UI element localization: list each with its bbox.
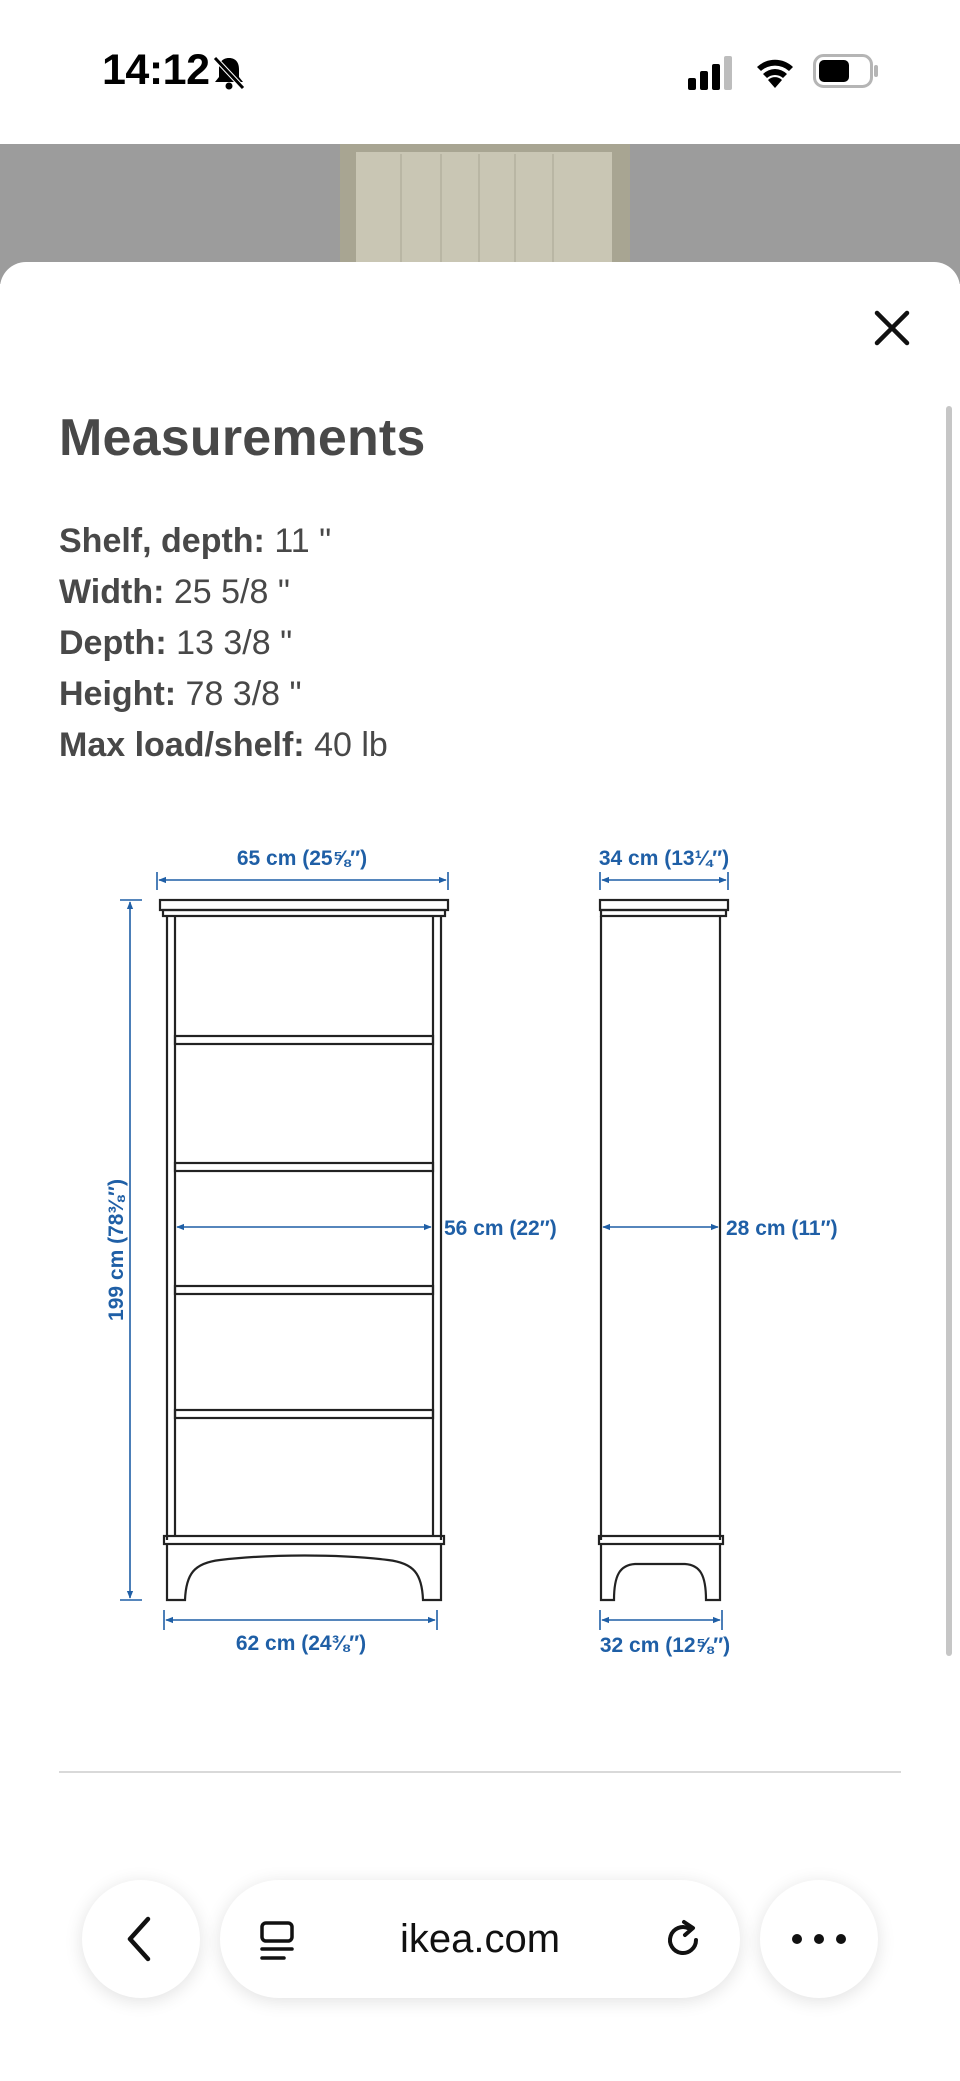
bell-muted-icon: [209, 52, 249, 92]
side-top-depth-label: 34 cm (13¼″): [598, 847, 730, 870]
status-bar: [0, 0, 960, 144]
wifi-icon: [754, 52, 796, 88]
side-inner-depth-label: 28 cm (11″): [726, 1217, 838, 1240]
front-view-drawing: [160, 900, 448, 1600]
spec-list: [59, 516, 388, 771]
spec-label: Height:: [59, 675, 177, 713]
dimension-lines: [120, 872, 728, 1630]
spec-width: [59, 567, 388, 618]
scrollbar[interactable]: [946, 406, 952, 1656]
chevron-left-icon: [120, 1915, 160, 1963]
spec-label: Depth:: [59, 624, 167, 662]
front-height-label: 199 cm (78⅜″): [105, 1179, 128, 1321]
spec-value: 40 lb: [314, 726, 388, 764]
spec-label: Max load/shelf:: [59, 726, 305, 764]
more-button[interactable]: [760, 1880, 878, 1998]
url-text: ikea.com: [399, 1917, 561, 1961]
spec-depth: [59, 618, 388, 669]
spec-max-load: [59, 720, 388, 771]
reload-icon[interactable]: [662, 1918, 706, 1962]
spec-value: 25 5/8 ": [173, 573, 290, 611]
divider: [59, 1771, 901, 1773]
spec-label: Shelf, depth:: [59, 522, 265, 560]
spec-value: 13 3/8 ": [176, 624, 293, 662]
back-button[interactable]: [82, 1880, 200, 1998]
status-time: 14:12: [102, 46, 210, 94]
front-inner-width-label: 56 cm (22″): [444, 1217, 557, 1240]
cellular-signal-icon: [688, 56, 736, 90]
spec-value: 11 ": [274, 522, 332, 560]
page-title: Measurements: [59, 409, 426, 467]
side-view-drawing: [599, 900, 728, 1600]
spec-label: Width:: [59, 573, 165, 611]
measurement-diagram: [90, 830, 870, 1680]
ellipsis-icon: [790, 1933, 848, 1945]
front-top-width-label: 65 cm (25⅝″): [236, 847, 368, 870]
spec-shelf-depth: [59, 516, 388, 567]
close-button[interactable]: [868, 304, 916, 352]
address-bar[interactable]: [220, 1880, 740, 1998]
spec-value: 78 3/8 ": [185, 675, 302, 713]
front-bottom-width-label: 62 cm (24⅜″): [235, 1632, 367, 1655]
close-icon: [877, 313, 907, 343]
spec-height: [59, 669, 388, 720]
battery-icon: [813, 54, 879, 88]
side-bottom-depth-label: 32 cm (12⅝″): [599, 1634, 731, 1657]
